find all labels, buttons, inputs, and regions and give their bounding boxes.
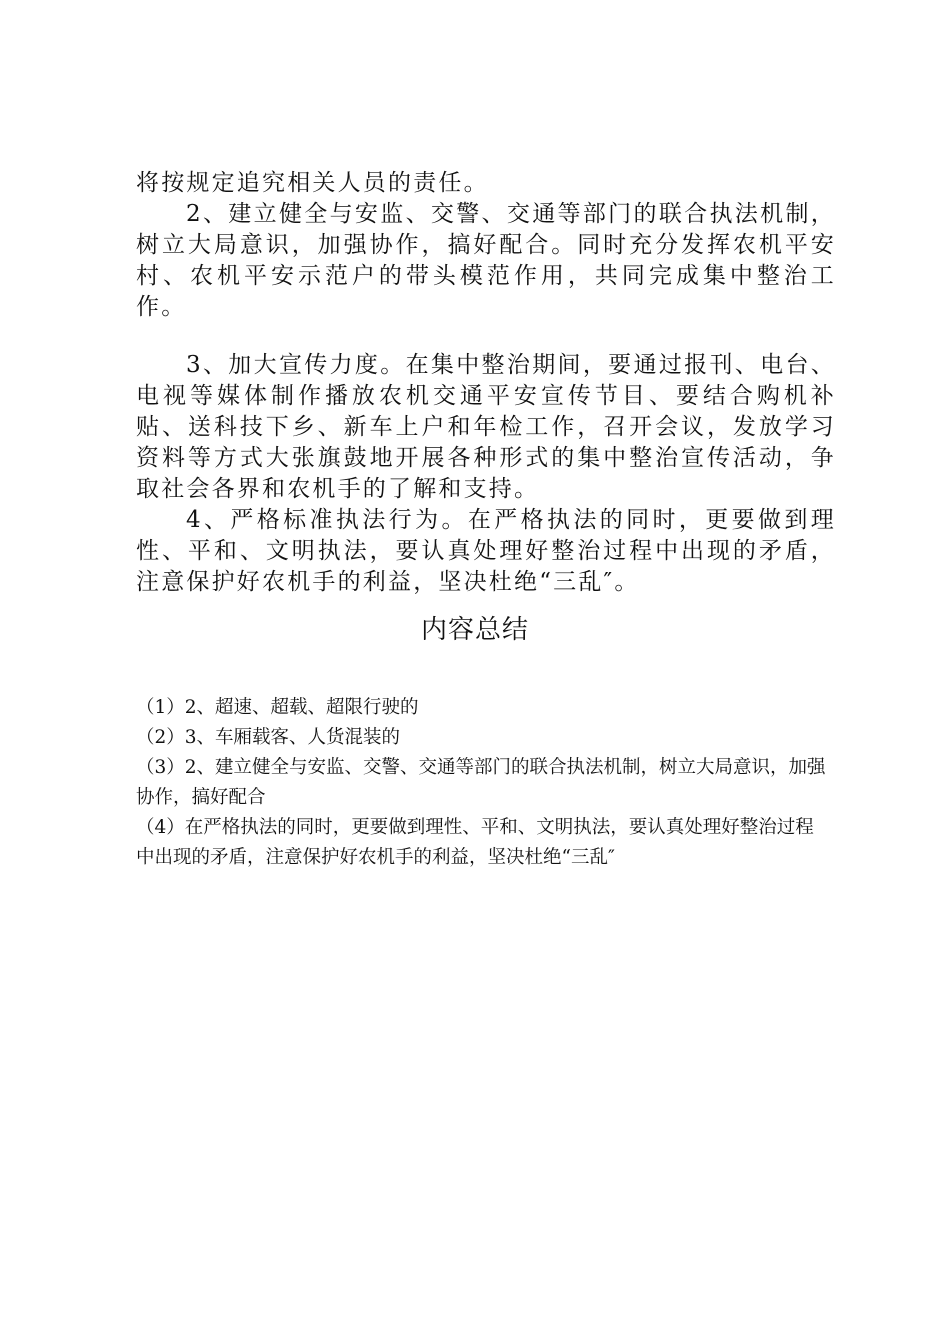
paragraph-enforcement-standards: 4、严格标准执法行为。在严格执法的同时，更要做到理性、平和、文明执法，要认真处理好整治过程中出现的矛盾，注意保护好农机手的利益，坚决杜绝“三乱″。 (136, 507, 836, 595)
summary-item: （3）2、建立健全与安监、交警、交通等部门的联合执法机制，树立大局意识，加强协作，搞好配合 (136, 757, 826, 808)
paragraph-joint-enforcement: 2、建立健全与安监、交警、交通等部门的联合执法机制，树立大局意识，加强协作，搞好配合。同时充分发挥农机平安村、农机平安示范户的带头模范作用，共同完成集中整治工作。 (136, 201, 836, 320)
summary-list (136, 693, 826, 873)
paragraph-publicity: 3、加大宣传力度。在集中整治期间，要通过报刊、电台、电视等媒体制作播放农机交通平安宣传节目、要结合购机补贴、送科技下乡、新车上户和年检工作，召开会议，发放学习资料等方式大张旗鼓地开展各种形式的集中整治宣传活动，争取社会各界和农机手的了解和支持。 (136, 352, 836, 502)
summary-item: （4）在严格执法的同时，更要做到理性、平和、文明执法，要认真处理好整治过程中出现的矛盾，注意保护好农机手的利益，坚决杜绝“三乱″ (136, 817, 814, 868)
summary-item: （1）2、超速、超载、超限行驶的 (136, 697, 419, 718)
summary-item: （2）3、车厢载客、人货混装的 (136, 727, 401, 748)
body-text (136, 168, 836, 598)
paragraph-continuation: 将按规定追究相关人员的责任。 (136, 170, 489, 196)
summary-title: 内容总结 (420, 615, 529, 645)
